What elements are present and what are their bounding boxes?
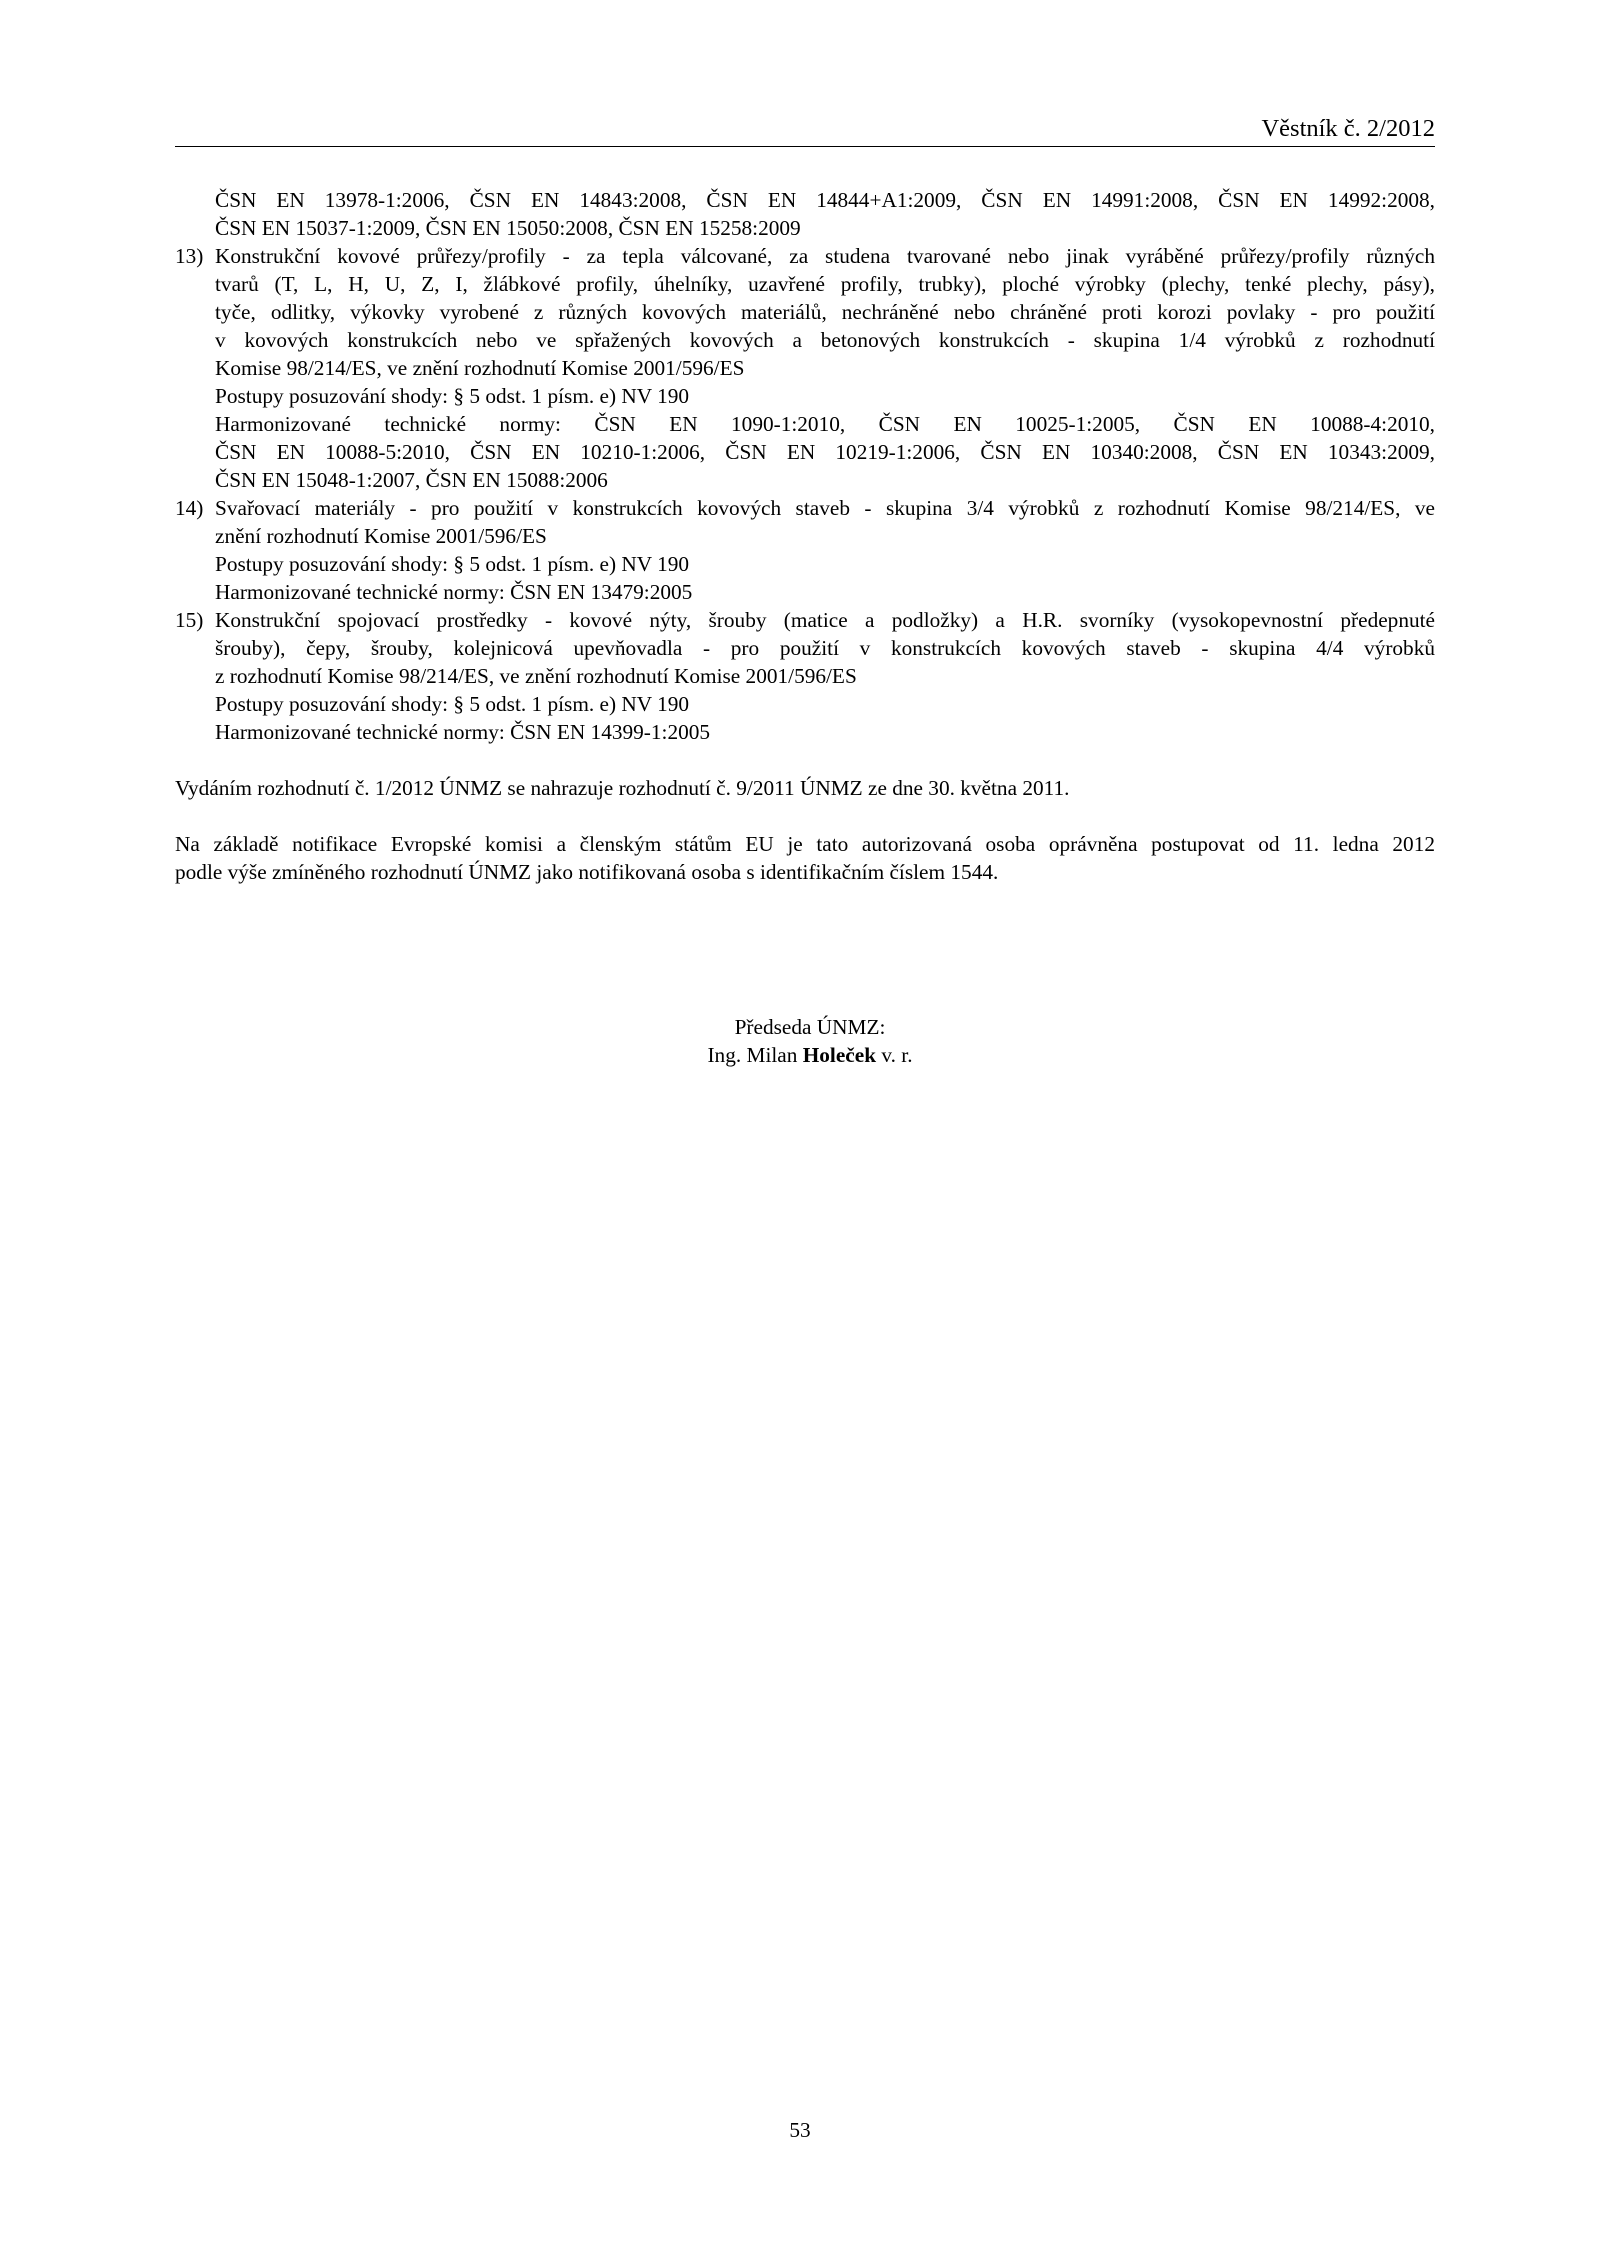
text-line: šrouby), čepy, šrouby, kolejnicová upevňovadla - pro použití v konstrukcích kovových staveb - skupina 4/4 výrobků [215, 636, 1435, 660]
signer-name [185, 1041, 1435, 1069]
text-line: ČSN EN 15048-1:2007, ČSN EN 15088:2006 [215, 468, 608, 492]
item-number: 14) [175, 496, 204, 520]
document-body [175, 186, 1435, 1069]
text-line: znění rozhodnutí Komise 2001/596/ES [215, 524, 547, 548]
text-line: z rozhodnutí Komise 98/214/ES, ve znění rozhodnutí Komise 2001/596/ES [215, 664, 857, 688]
page-number: 53 [789, 2118, 811, 2142]
text-line: Harmonizované technické normy: ČSN EN 1090-1:2010, ČSN EN 10025-1:2005, ČSN EN 10088-4:2010, [215, 412, 1435, 436]
signer-name-prefix: Ing. Milan [707, 1043, 803, 1067]
notification-paragraph [175, 830, 1435, 886]
text-line: v kovových konstrukcích nebo ve spřažených kovových a betonových konstrukcích - skupina 1/4 výrobků z rozhodnutí [215, 328, 1435, 352]
harmonized-norms: Harmonizované technické normy: ČSN EN 14399-1:2005 [215, 720, 711, 744]
conformity-procedure: Postupy posuzování shody: § 5 odst. 1 písm. e) NV 190 [215, 384, 690, 408]
text-line: ČSN EN 10088-5:2010, ČSN EN 10210-1:2006, ČSN EN 10219-1:2006, ČSN EN 10340:2008, ČSN EN 10343:2009, [215, 440, 1435, 464]
text-line: Konstrukční spojovací prostředky - kovové nýty, šrouby (matice a podložky) a H.R. svorníky (vysokopevnostní předepnuté [215, 608, 1435, 632]
signer-role: Předseda ÚNMZ: [734, 1015, 886, 1039]
text-line: ČSN EN 13978-1:2006, ČSN EN 14843:2008, ČSN EN 14844+A1:2009, ČSN EN 14991:2008, ČSN EN 14992:2008, [215, 188, 1435, 212]
text-line: ČSN EN 15037-1:2009, ČSN EN 15050:2008, ČSN EN 15258:2009 [215, 216, 801, 240]
text-line: Komise 98/214/ES, ve znění rozhodnutí Komise 2001/596/ES [215, 356, 745, 380]
item-number: 13) [175, 244, 204, 268]
bulletin-title: Věstník č. 2/2012 [1261, 115, 1435, 142]
text-line: Na základě notifikace Evropské komisi a členským státům EU je tato autorizovaná osoba oprávněna postupovat od 11. ledna 2012 [175, 832, 1435, 856]
replacement-note: Vydáním rozhodnutí č. 1/2012 ÚNMZ se nahrazuje rozhodnutí č. 9/2011 ÚNMZ ze dne 30. května 2011. [175, 776, 1070, 800]
item-number: 15) [175, 608, 204, 632]
harmonized-norms: Harmonizované technické normy: ČSN EN 13479:2005 [215, 580, 693, 604]
conformity-procedure: Postupy posuzování shody: § 5 odst. 1 písm. e) NV 190 [215, 552, 690, 576]
text-line: tyče, odlitky, výkovky vyrobené z různých kovových materiálů, nechráněné nebo chráněné proti korozi povlaky - pro použití [215, 300, 1435, 324]
conformity-procedure: Postupy posuzování shody: § 5 odst. 1 písm. e) NV 190 [215, 692, 690, 716]
text-line: Konstrukční kovové průřezy/profily - za tepla válcované, za studena tvarované nebo jinak vyráběné průřezy/profily různých [215, 244, 1435, 268]
text-line: podle výše zmíněného rozhodnutí ÚNMZ jako notifikovaná osoba s identifikačním číslem 1544. [175, 860, 999, 884]
list-item-15 [175, 606, 1435, 746]
list-item-14 [175, 494, 1435, 606]
signer-name-suffix: v. r. [876, 1043, 913, 1067]
text-line: Svařovací materiály - pro použití v konstrukcích kovových staveb - skupina 3/4 výrobků z rozhodnutí Komise 98/214/ES, ve [215, 496, 1435, 520]
list-item-13 [175, 242, 1435, 494]
continued-norms-list [175, 186, 1435, 242]
text-line: tvarů (T, L, H, U, Z, I, žlábkové profily, úhelníky, uzavřené profily, trubky), ploché výrobky (plechy, tenké plechy, pásy), [215, 272, 1435, 296]
page-header [175, 112, 1435, 147]
signature-block [175, 1013, 1435, 1069]
signer-surname: Holeček [802, 1043, 877, 1067]
